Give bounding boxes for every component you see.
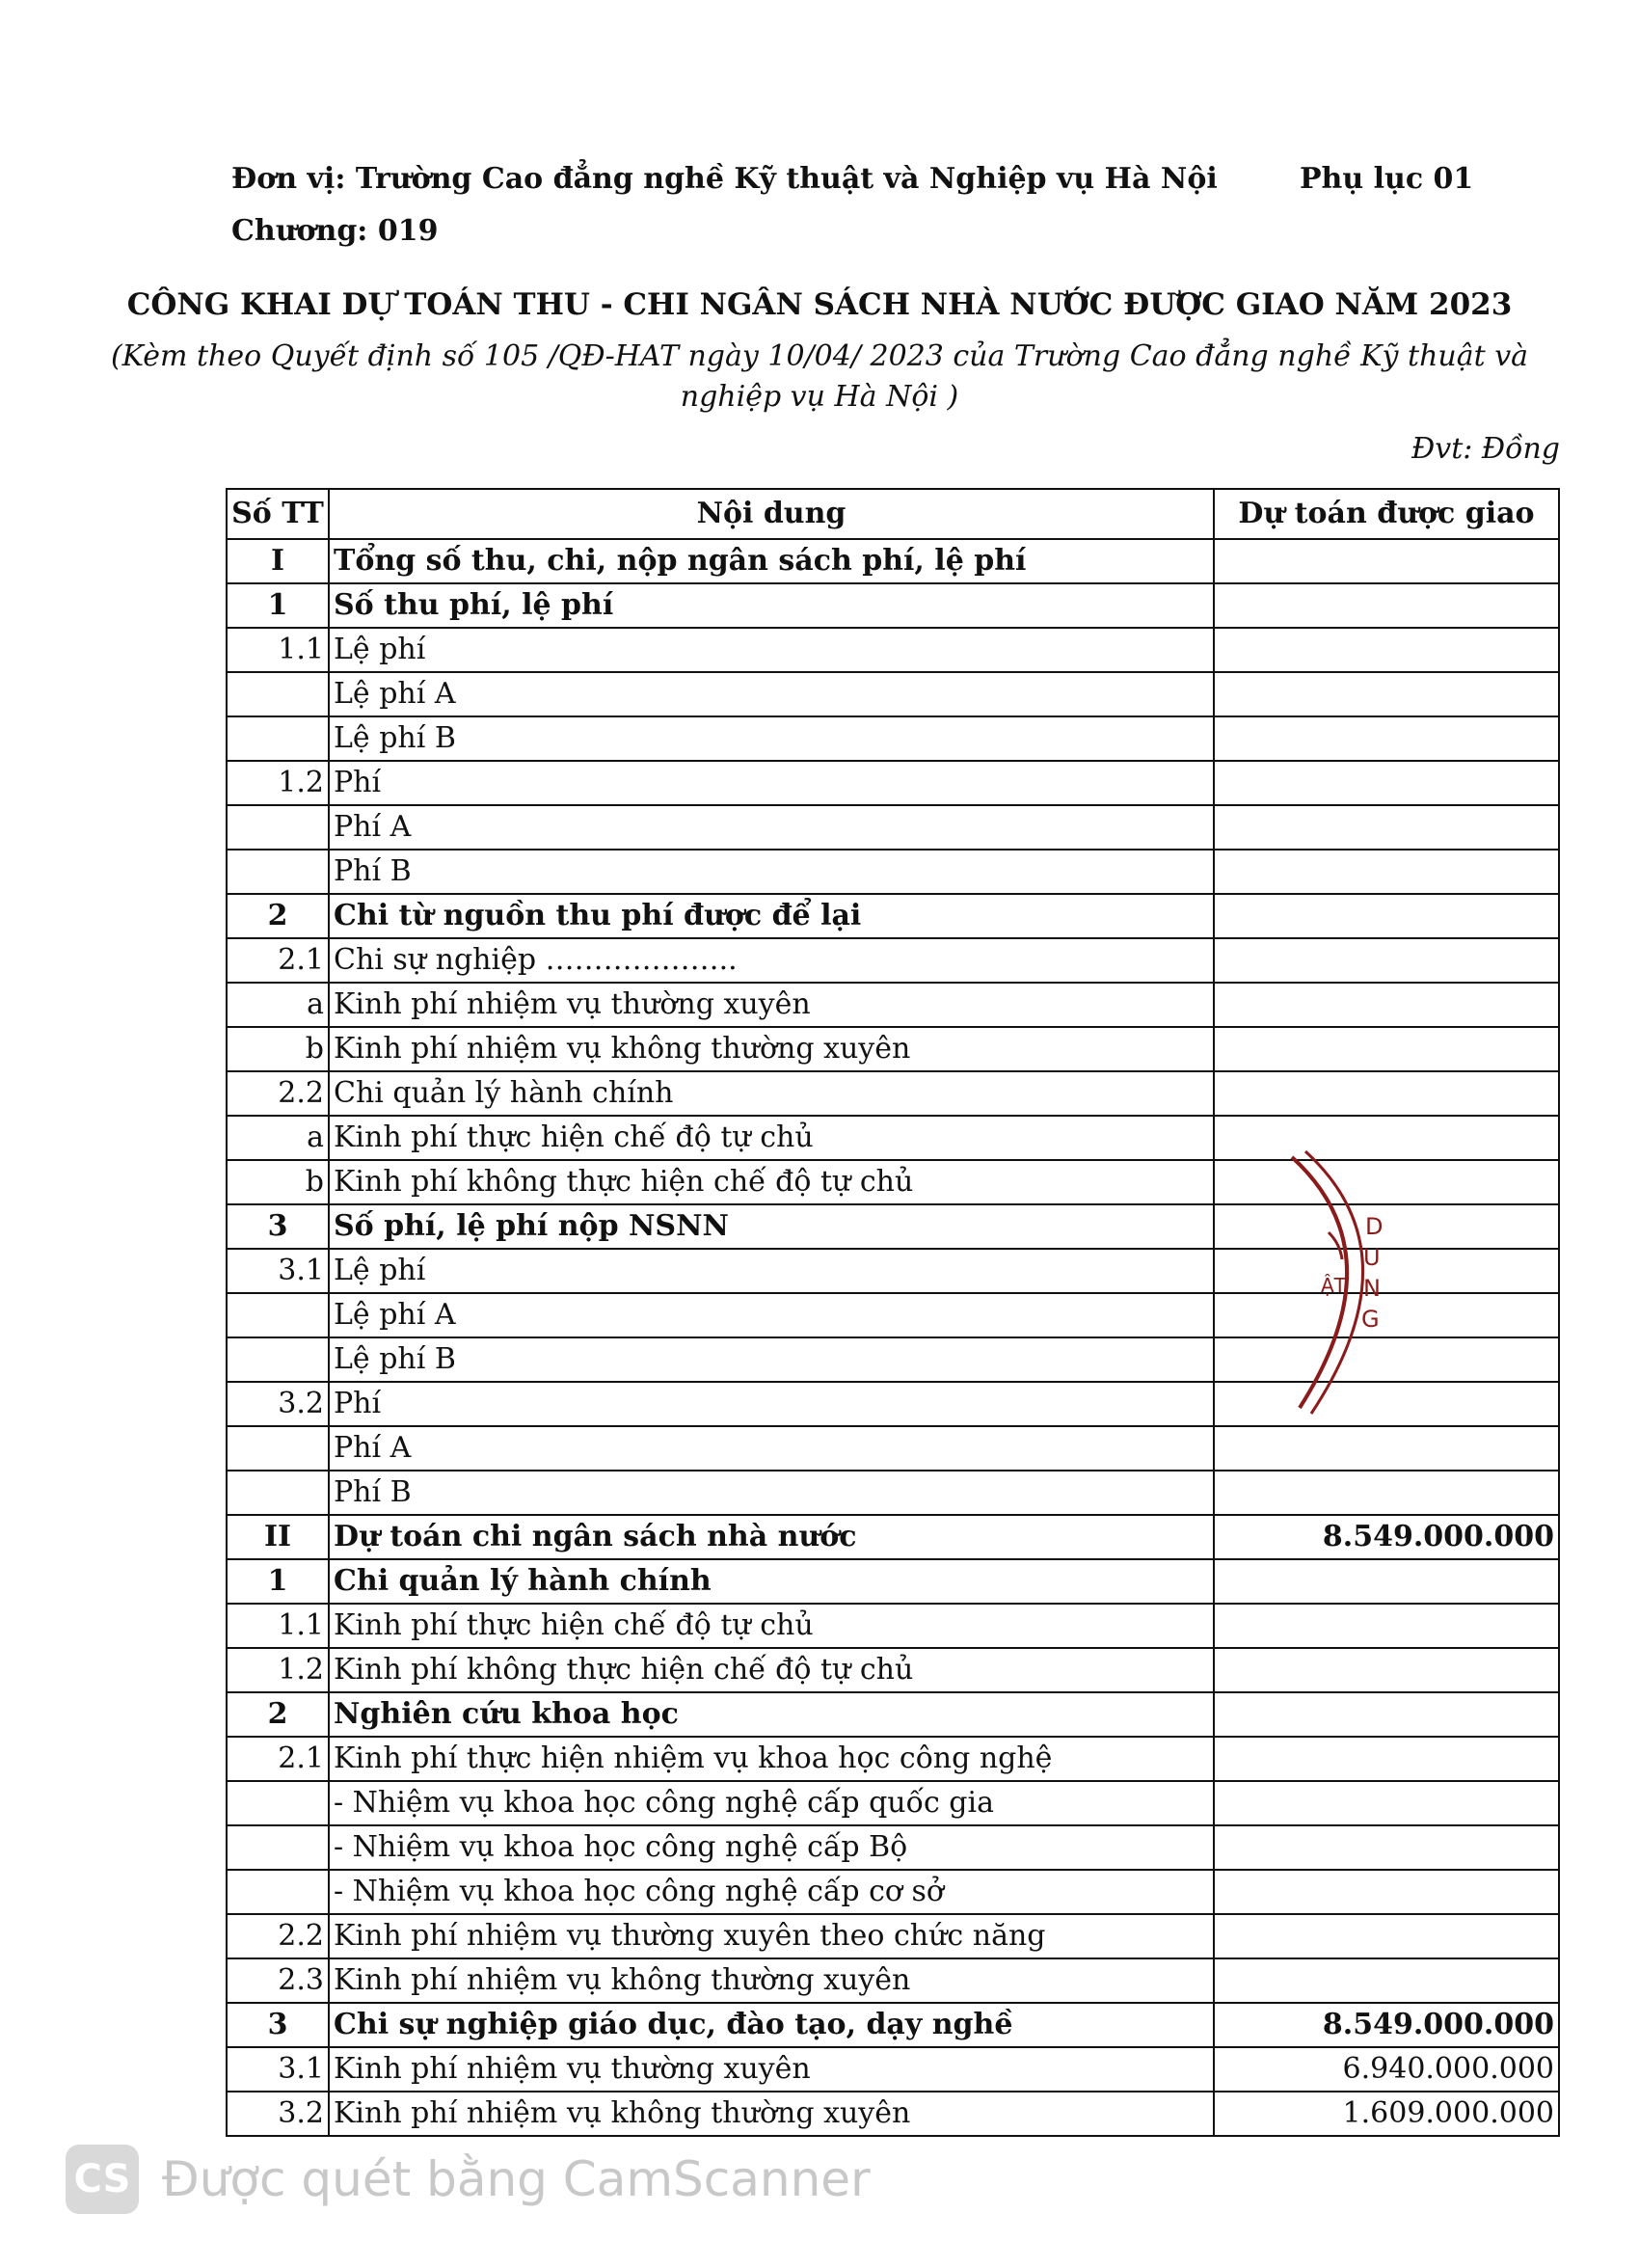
- row-content-cell: Phí B: [329, 1471, 1214, 1515]
- row-number-cell: [227, 850, 329, 894]
- row-content-cell: Kinh phí nhiệm vụ thường xuyên: [329, 983, 1214, 1027]
- row-number-cell: [227, 672, 329, 716]
- row-number-cell: 1.1: [227, 1604, 329, 1648]
- row-content-cell: Lệ phí B: [329, 716, 1214, 761]
- table-row: [227, 850, 1559, 894]
- svg-text:ẬT: ẬT: [1321, 1274, 1346, 1297]
- table-row: [227, 761, 1559, 805]
- row-number-cell: [227, 1471, 329, 1515]
- table-row: [227, 983, 1559, 1027]
- row-amount-cell: [1214, 983, 1559, 1027]
- row-number-cell: 2.1: [227, 938, 329, 983]
- table-row: [227, 1958, 1559, 2003]
- row-number-cell: a: [227, 983, 329, 1027]
- row-number-cell: [227, 716, 329, 761]
- currency-unit: Đvt: Đồng: [1411, 432, 1560, 466]
- row-content-cell: Kinh phí thực hiện nhiệm vụ khoa học công nghệ: [329, 1737, 1214, 1781]
- table-header-row: [227, 489, 1559, 539]
- table-row: [227, 716, 1559, 761]
- table-row: [227, 628, 1559, 672]
- row-amount-cell: [1214, 1071, 1559, 1116]
- row-number-cell: 3.1: [227, 1249, 329, 1293]
- table-row: [227, 938, 1559, 983]
- row-content-cell: Phí A: [329, 805, 1214, 850]
- row-number-cell: b: [227, 1160, 329, 1204]
- row-number-cell: 1.2: [227, 761, 329, 805]
- row-amount-cell: [1214, 1604, 1559, 1648]
- table-row: [227, 1604, 1559, 1648]
- row-content-cell: Phí: [329, 761, 1214, 805]
- row-number-cell: [227, 1337, 329, 1382]
- row-amount-cell: [1214, 672, 1559, 716]
- row-amount-cell: 6.940.000.000: [1214, 2047, 1559, 2092]
- row-number-cell: I: [227, 539, 329, 583]
- row-number-cell: 3: [227, 2003, 329, 2047]
- row-number-cell: [227, 1870, 329, 1914]
- row-number-cell: 1.1: [227, 628, 329, 672]
- column-header-stt: Số TT: [227, 489, 329, 539]
- row-amount-cell: [1214, 850, 1559, 894]
- row-content-cell: Kinh phí nhiệm vụ thường xuyên theo chức năng: [329, 1914, 1214, 1958]
- row-amount-cell: 1.609.000.000: [1214, 2092, 1559, 2136]
- table-row: [227, 2047, 1559, 2092]
- row-content-cell: Lệ phí: [329, 628, 1214, 672]
- column-header-content: Nội dung: [329, 489, 1214, 539]
- row-number-cell: a: [227, 1116, 329, 1160]
- row-content-cell: Chi sự nghiệp ………………..: [329, 938, 1214, 983]
- svg-text:N: N: [1363, 1275, 1381, 1302]
- row-content-cell: Kinh phí thực hiện chế độ tự chủ: [329, 1604, 1214, 1648]
- row-number-cell: b: [227, 1027, 329, 1071]
- table-row: [227, 1471, 1559, 1515]
- row-amount-cell: [1214, 716, 1559, 761]
- row-amount-cell: [1214, 1737, 1559, 1781]
- row-amount-cell: 8.549.000.000: [1214, 2003, 1559, 2047]
- table-row: [227, 1071, 1559, 1116]
- table-row: [227, 583, 1559, 628]
- row-amount-cell: [1214, 1648, 1559, 1692]
- table-row: [227, 1825, 1559, 1870]
- document-title: CÔNG KHAI DỰ TOÁN THU - CHI NGÂN SÁCH NHÀ NƯỚC ĐƯỢC GIAO NĂM 2023: [126, 287, 1513, 322]
- row-amount-cell: [1214, 1825, 1559, 1870]
- row-number-cell: [227, 1293, 329, 1337]
- row-content-cell: Số thu phí, lệ phí: [329, 583, 1214, 628]
- camscanner-text: Được quét bằng CamScanner: [162, 2151, 871, 2207]
- table-row: [227, 539, 1559, 583]
- table-row: [227, 1870, 1559, 1914]
- row-amount-cell: [1214, 938, 1559, 983]
- svg-text:G: G: [1361, 1306, 1380, 1333]
- table-row: [227, 1559, 1559, 1604]
- row-number-cell: [227, 1825, 329, 1870]
- row-number-cell: 3: [227, 1204, 329, 1249]
- row-content-cell: Kinh phí thực hiện chế độ tự chủ: [329, 1116, 1214, 1160]
- table-row: [227, 1648, 1559, 1692]
- table-row: [227, 1692, 1559, 1737]
- svg-text:U: U: [1363, 1244, 1381, 1271]
- row-content-cell: Kinh phí nhiệm vụ không thường xuyên: [329, 1027, 1214, 1071]
- row-number-cell: [227, 1781, 329, 1825]
- row-content-cell: Chi quản lý hành chính: [329, 1071, 1214, 1116]
- row-number-cell: 2.3: [227, 1958, 329, 2003]
- row-number-cell: [227, 1426, 329, 1471]
- row-amount-cell: [1214, 805, 1559, 850]
- unit-name: Đơn vị: Trường Cao đẳng nghề Kỹ thuật và Nghiệp vụ Hà Nội: [231, 162, 1218, 196]
- table-row: [227, 1027, 1559, 1071]
- table-row: [227, 1426, 1559, 1471]
- table-row: [227, 1781, 1559, 1825]
- row-content-cell: - Nhiệm vụ khoa học công nghệ cấp Bộ: [329, 1825, 1214, 1870]
- row-number-cell: 2.1: [227, 1737, 329, 1781]
- row-amount-cell: [1214, 628, 1559, 672]
- row-amount-cell: [1214, 539, 1559, 583]
- seal-stamp-fragment: [1282, 1148, 1408, 1418]
- camscanner-logo-icon: CS: [66, 2145, 139, 2214]
- row-content-cell: Kinh phí nhiệm vụ thường xuyên: [329, 2047, 1214, 2092]
- row-content-cell: Tổng số thu, chi, nộp ngân sách phí, lệ phí: [329, 539, 1214, 583]
- row-content-cell: Chi từ nguồn thu phí được để lại: [329, 894, 1214, 938]
- row-number-cell: 2.2: [227, 1914, 329, 1958]
- table-row: [227, 1914, 1559, 1958]
- subtitle-line-2: nghiệp vụ Hà Nội ): [680, 380, 959, 414]
- row-number-cell: 1.2: [227, 1648, 329, 1692]
- row-content-cell: Kinh phí không thực hiện chế độ tự chủ: [329, 1648, 1214, 1692]
- row-amount-cell: [1214, 894, 1559, 938]
- table-row: [227, 1515, 1559, 1559]
- row-content-cell: Số phí, lệ phí nộp NSNN: [329, 1204, 1214, 1249]
- row-amount-cell: 8.549.000.000: [1214, 1515, 1559, 1559]
- row-amount-cell: [1214, 1559, 1559, 1604]
- row-content-cell: Chi sự nghiệp giáo dục, đào tạo, dạy nghề: [329, 2003, 1214, 2047]
- row-content-cell: Lệ phí: [329, 1249, 1214, 1293]
- row-amount-cell: [1214, 1958, 1559, 2003]
- row-content-cell: Kinh phí không thực hiện chế độ tự chủ: [329, 1160, 1214, 1204]
- row-number-cell: 2.2: [227, 1071, 329, 1116]
- row-content-cell: Nghiên cứu khoa học: [329, 1692, 1214, 1737]
- table-row: [227, 672, 1559, 716]
- table-row: [227, 2003, 1559, 2047]
- appendix-label: Phụ lục 01: [1300, 162, 1474, 196]
- camscanner-watermark: [66, 2141, 871, 2218]
- row-number-cell: 3.1: [227, 2047, 329, 2092]
- row-content-cell: Chi quản lý hành chính: [329, 1559, 1214, 1604]
- row-content-cell: Kinh phí nhiệm vụ không thường xuyên: [329, 2092, 1214, 2136]
- row-number-cell: 2: [227, 1692, 329, 1737]
- row-number-cell: 1: [227, 583, 329, 628]
- table-row: [227, 805, 1559, 850]
- row-content-cell: Lệ phí A: [329, 672, 1214, 716]
- row-number-cell: 3.2: [227, 1382, 329, 1426]
- row-amount-cell: [1214, 583, 1559, 628]
- row-number-cell: [227, 805, 329, 850]
- row-amount-cell: [1214, 1692, 1559, 1737]
- column-header-amount: Dự toán được giao: [1214, 489, 1559, 539]
- row-amount-cell: [1214, 761, 1559, 805]
- table-row: [227, 1737, 1559, 1781]
- row-content-cell: Phí B: [329, 850, 1214, 894]
- row-content-cell: - Nhiệm vụ khoa học công nghệ cấp cơ sở: [329, 1870, 1214, 1914]
- row-number-cell: 3.2: [227, 2092, 329, 2136]
- row-number-cell: II: [227, 1515, 329, 1559]
- row-content-cell: Lệ phí B: [329, 1337, 1214, 1382]
- row-content-cell: Kinh phí nhiệm vụ không thường xuyên: [329, 1958, 1214, 2003]
- row-amount-cell: [1214, 1870, 1559, 1914]
- row-amount-cell: [1214, 1471, 1559, 1515]
- row-amount-cell: [1214, 1914, 1559, 1958]
- row-content-cell: Phí A: [329, 1426, 1214, 1471]
- subtitle-line-1: (Kèm theo Quyết định số 105 /QĐ-HAT ngày 10/04/ 2023 của Trường Cao đẳng nghề Kỹ thuật và: [110, 339, 1529, 373]
- row-content-cell: Lệ phí A: [329, 1293, 1214, 1337]
- row-content-cell: Phí: [329, 1382, 1214, 1426]
- row-amount-cell: [1214, 1027, 1559, 1071]
- chapter-label: Chương: 019: [231, 214, 439, 248]
- row-amount-cell: [1214, 1781, 1559, 1825]
- row-number-cell: 2: [227, 894, 329, 938]
- table-row: [227, 894, 1559, 938]
- table-row: [227, 2092, 1559, 2136]
- row-content-cell: Dự toán chi ngân sách nhà nước: [329, 1515, 1214, 1559]
- row-content-cell: - Nhiệm vụ khoa học công nghệ cấp quốc gia: [329, 1781, 1214, 1825]
- row-number-cell: 1: [227, 1559, 329, 1604]
- row-amount-cell: [1214, 1426, 1559, 1471]
- svg-text:D: D: [1365, 1213, 1384, 1240]
